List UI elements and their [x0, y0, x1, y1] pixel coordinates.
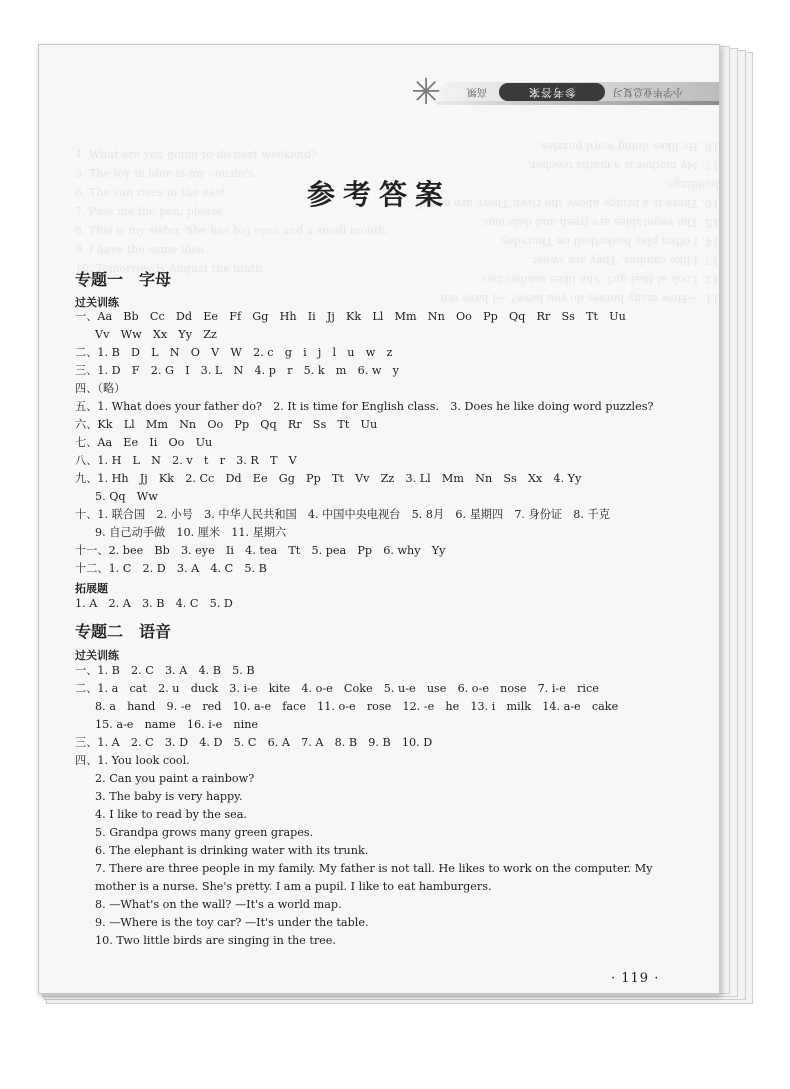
answer-line: 九、1. Hh Jj Kk 2. Cc Dd Ee Gg Pp Tt Vv Zz 3. Ll Mm Nn Ss Xx 4. Yy: [75, 472, 582, 485]
answer-line: 6. The elephant is drinking water with its trunk.: [95, 844, 369, 857]
section-heading-letters: 专题一 字母: [75, 270, 172, 289]
answer-line: 四、（略）: [75, 382, 126, 395]
ghost-line: 16. There is a bridge above the river. There are no tall buildings.: [415, 178, 719, 210]
answer-line: 5. Grandpa grows many green grapes.: [95, 826, 314, 839]
answer-line: 一、Aa Bb Cc Dd Ee Ff Gg Hh Ii Jj Kk Ll Mm Nn Oo Pp Qq Rr Ss Tt Uu: [75, 310, 626, 323]
answer-line: 三、1. A 2. C 3. D 4. D 5. C 6. A 7. A 8. B 9. B 10. D: [75, 736, 433, 749]
answer-line: 9. —Where is the toy car? —It's under the table.: [95, 916, 369, 929]
answer-line: 10. Two little birds are singing in the tree.: [95, 934, 336, 947]
ghost-line: 10. Tomorrow is August the ninth.: [75, 262, 266, 275]
answer-line: 3. The baby is very happy.: [95, 790, 243, 803]
answer-line: 八、1. H L N 2. v t r 3. R T V: [75, 454, 297, 467]
answer-line: 7. There are three people in my family. My father is not tall. He likes to work on the computer. My: [95, 862, 653, 875]
answer-line: 三、1. D F 2. G I 3. L N 4. p r 5. k m 6. w y: [75, 364, 399, 377]
ghost-line: 4. What are you going to do next weekend?: [75, 148, 317, 161]
ghost-line: 11. —How many horses do you have? —I have ten.: [437, 292, 719, 305]
book-page: [38, 44, 720, 994]
answer-line: 9. 自己动手做 10. 厘米 11. 星期六: [95, 526, 287, 539]
answer-line: mother is a nurse. She's pretty. I am a pupil. I like to eat hamburgers.: [95, 880, 492, 893]
answer-line: 十二、1. C 2. D 3. A 4. C 5. B: [75, 562, 267, 575]
answer-key-badge: 参考答案: [499, 83, 605, 101]
answer-line: 十、1. 联合国 2. 小号 3. 中华人民共和国 4. 中国中央电视台 5. 8月 6. 星期四 7. 身份证 8. 千克: [75, 508, 610, 521]
answer-line: 5. Qq Ww: [95, 490, 158, 503]
answer-line: 六、Kk Ll Mm Nn Oo Pp Qq Rr Ss Tt Uu: [75, 418, 378, 431]
answer-line: 五、1. What does your father do? 2. It is time for English class. 3. Does he like doing word puzzles?: [75, 400, 654, 413]
ghost-line: 6. The sun rises in the east.: [75, 186, 230, 199]
ghost-line: 8. This is my sister. She has big eyes and a small mouth.: [75, 224, 390, 237]
ghost-line: 13. I like candies. They are sweet.: [528, 254, 719, 267]
answer-line: 1. A 2. A 3. B 4. C 5. D: [75, 597, 233, 610]
subsection-practice: 过关训练: [75, 649, 119, 662]
subsection-practice: 过关训练: [75, 296, 119, 309]
subsection-expansion: 拓展题: [75, 582, 108, 595]
answer-line: 十一、2. bee Bb 3. eye Ii 4. tea Tt 5. pea Pp 6. why Yy: [75, 544, 446, 557]
answer-line: 四、1. You look cool.: [75, 754, 190, 767]
answer-line: 8. —What's on the wall? —It's a world map.: [95, 898, 342, 911]
star-ornament-icon: ✳: [411, 72, 442, 113]
answer-line: Vv Ww Xx Yy Zz: [95, 328, 217, 341]
ghost-line: 17. My mother is a maths teacher.: [528, 159, 719, 172]
ghost-line: 7. Pass me the pen, please.: [75, 205, 227, 218]
answer-line: 七、Aa Ee Ii Oo Uu: [75, 436, 213, 449]
ghost-line: 18. He likes doing word puzzles.: [537, 140, 719, 153]
header-band-shadow: [435, 101, 719, 105]
ghost-line: 14. I often play basketball on Thursday.: [498, 235, 719, 248]
header-tag: 高频: [467, 86, 487, 97]
page-title: 参考答案: [306, 178, 451, 211]
page-number: · 119 ·: [611, 971, 660, 986]
answer-line: 15. a-e name 16. i-e nine: [95, 718, 259, 731]
answer-line: 一、1. B 2. C 3. A 4. B 5. B: [75, 664, 255, 677]
answer-line: 8. a hand 9. -e red 10. a-e face 11. o-e rose 12. -e he 13. i milk 14. a-e cake: [95, 700, 619, 713]
ghost-line: 5. The toy in blue is my cousin's.: [75, 167, 258, 180]
answer-line: 二、1. a cat 2. u duck 3. i-e kite 4. o-e Coke 5. u-e use 6. o-e nose 7. i-e rice: [75, 682, 599, 695]
ghost-line: 15. The vegetables are fresh and delicious.: [478, 216, 719, 229]
section-heading-phonics: 专题二 语音: [75, 622, 172, 641]
page-header: [409, 72, 719, 113]
ghost-line: 9. I have the same idea.: [75, 243, 208, 256]
answer-line: 二、1. B D L N O V W 2. c g i j l u w z: [75, 346, 393, 359]
ghost-line: 12. Look at that girl. She likes sandwiches.: [478, 273, 719, 286]
bleed-through-right: [409, 137, 719, 308]
book-series-title: 小学毕业总复习: [613, 86, 683, 97]
answer-line: 4. I like to read by the sea.: [95, 808, 247, 821]
answer-line: 2. Can you paint a rainbow?: [95, 772, 255, 785]
